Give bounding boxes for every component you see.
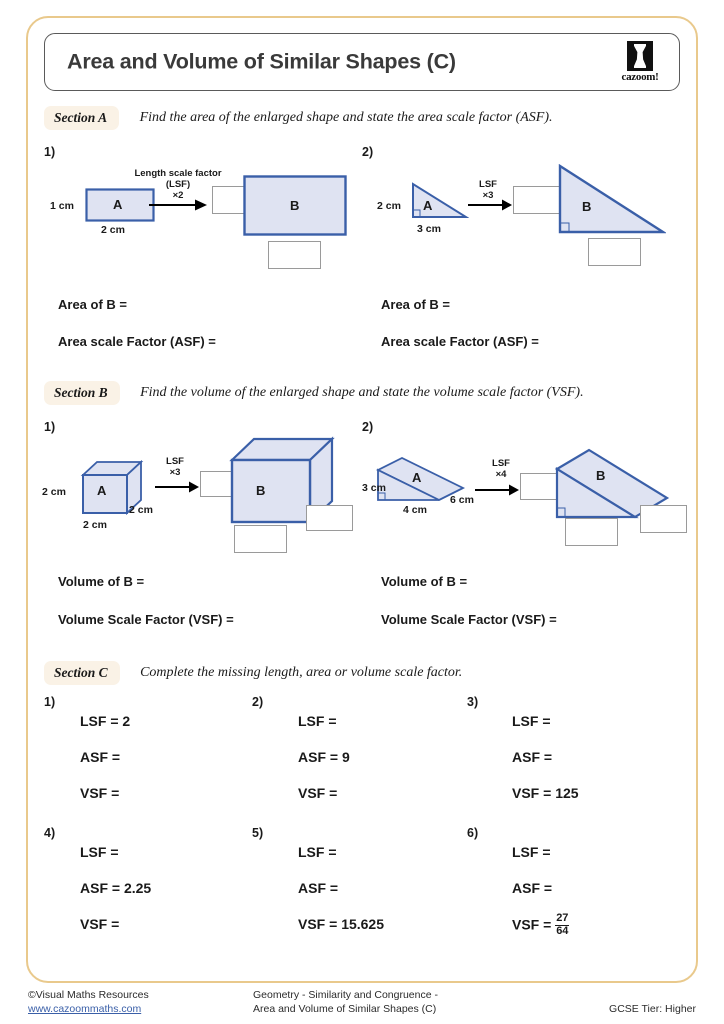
c2-asf-value: 9: [341, 749, 350, 765]
c3-asf-row[interactable]: [512, 749, 552, 765]
footer-website-link[interactable]: www.cazoommaths.com: [28, 1003, 142, 1015]
c3-lsf-row[interactable]: [512, 713, 551, 729]
dim-a2-bottom: 3 cm: [417, 223, 441, 235]
dim-b2-depth: 6 cm: [450, 494, 474, 506]
c6-vsf-fraction: [555, 913, 569, 937]
c5-asf-row[interactable]: [298, 880, 338, 896]
c4-asf-row[interactable]: [80, 880, 151, 896]
lsf-label-a1-line3: ×2: [172, 190, 184, 201]
c1-lsf-value: 2: [122, 713, 131, 729]
lsf-label-b2-line1: LSF: [492, 458, 510, 469]
prompt-b2-vsf: Volume Scale Factor (VSF) =: [381, 612, 557, 627]
lsf-label-b1-line2: ×3: [169, 467, 181, 478]
dim-a1-bottom: 2 cm: [101, 224, 125, 236]
c3-vsf-label: VSF =: [512, 785, 552, 801]
question-number-c1: 1): [44, 695, 56, 709]
title-bar: [44, 33, 680, 91]
section-c-header: [44, 661, 462, 687]
c1-lsf-row[interactable]: [80, 713, 130, 729]
lsf-label-a1-line2: (LSF): [165, 179, 191, 190]
c6-lsf-row[interactable]: [512, 844, 551, 860]
c1-asf-row[interactable]: [80, 749, 120, 765]
answer-box-b1-width[interactable]: [234, 525, 287, 553]
section-b-badge: Section B: [44, 381, 120, 405]
question-number-c4: 4): [44, 826, 56, 840]
c6-vsf-denominator: 64: [556, 924, 569, 937]
answer-box-a1-length[interactable]: [268, 241, 321, 269]
c4-vsf-row[interactable]: [80, 916, 119, 932]
c3-asf-label: ASF =: [512, 749, 553, 765]
c2-asf-label: ASF =: [298, 749, 339, 765]
shape-b2-small-label: A: [412, 470, 422, 485]
c6-lsf-label: LSF =: [512, 844, 551, 860]
answer-box-b2-depth[interactable]: [640, 505, 687, 533]
question-number-a1: 1): [44, 145, 56, 159]
section-b-instruction: Find the volume of the enlarged shape and state the volume scale factor (VSF).: [140, 385, 584, 400]
dim-b2-bottom: 4 cm: [403, 504, 427, 516]
dim-b2-left: 3 cm: [362, 482, 386, 494]
footer-tier: GCSE Tier: Higher: [609, 1003, 696, 1015]
question-number-a2: 2): [362, 145, 374, 159]
brand-name: cazoom!: [621, 71, 659, 83]
question-number-c5: 5): [252, 826, 264, 840]
section-c-instruction: Complete the missing length, area or volume scale factor.: [140, 665, 463, 680]
cazoom-vase-icon: [627, 41, 653, 71]
lsf-label-b1: [155, 456, 195, 478]
section-a-header: [44, 106, 553, 132]
question-number-b1: 1): [44, 420, 56, 434]
page-footer: [0, 988, 724, 1024]
arrow-b2: [473, 483, 521, 497]
section-b-header: [44, 381, 584, 407]
c5-vsf-row[interactable]: [298, 916, 384, 932]
prompt-b2-volume: Volume of B =: [381, 574, 468, 589]
footer-topic-line2: Area and Volume of Similar Shapes (C): [253, 1003, 437, 1015]
answer-box-b1-depth[interactable]: [306, 505, 353, 531]
lsf-label-b2-line2: ×4: [495, 469, 507, 480]
shape-b1-large-label: B: [256, 483, 266, 498]
question-number-b2: 2): [362, 420, 374, 434]
dim-b1-bottom: 2 cm: [83, 519, 107, 531]
answer-box-b2-base[interactable]: [565, 518, 618, 546]
shape-a2-small-triangle: [411, 182, 469, 221]
footer-left: [28, 988, 149, 1016]
c3-vsf-row[interactable]: [512, 785, 579, 801]
footer-center: [253, 988, 438, 1016]
c4-asf-label: ASF =: [80, 880, 121, 896]
lsf-label-b1-line1: LSF: [166, 456, 184, 467]
c4-lsf-label: LSF =: [80, 844, 119, 860]
c5-lsf-row[interactable]: [298, 844, 337, 860]
c4-asf-value: 2.25: [123, 880, 152, 896]
section-c-badge: Section C: [44, 661, 120, 685]
dim-b1-left: 2 cm: [42, 486, 66, 498]
prompt-a1-area: Area of B =: [58, 297, 127, 312]
c6-vsf-row[interactable]: [512, 914, 569, 938]
shape-a1-large-label: B: [290, 198, 300, 213]
question-number-c3: 3): [467, 695, 479, 709]
question-number-c2: 2): [252, 695, 264, 709]
dim-a1-left: 1 cm: [50, 200, 74, 212]
c2-asf-row[interactable]: [298, 749, 350, 765]
page-title: Area and Volume of Similar Shapes (C): [67, 49, 456, 74]
c6-vsf-label: VSF =: [512, 916, 552, 933]
c1-vsf-label: VSF =: [80, 785, 120, 801]
dim-a2-left: 2 cm: [377, 200, 401, 212]
arrow-a2: [466, 198, 514, 212]
lsf-label-a2-line1: LSF: [479, 179, 497, 190]
shape-b2-large-label: B: [596, 468, 606, 483]
lsf-label-a1-line1: Length scale factor: [134, 168, 222, 179]
lsf-label-b2: [481, 458, 521, 480]
dim-b1-depth: 2 cm: [129, 504, 153, 516]
c6-asf-label: ASF =: [512, 880, 553, 896]
shape-a2-small-label: A: [423, 198, 433, 213]
footer-topic-line1: Geometry - Similarity and Congruence -: [253, 989, 438, 1001]
prompt-b1-volume: Volume of B =: [58, 574, 145, 589]
c5-vsf-value: 15.625: [341, 916, 385, 932]
c4-lsf-row[interactable]: [80, 844, 119, 860]
prompt-a2-area: Area of B =: [381, 297, 450, 312]
c2-vsf-row[interactable]: [298, 785, 337, 801]
prompt-b1-vsf: Volume Scale Factor (VSF) =: [58, 612, 234, 627]
question-number-c6: 6): [467, 826, 479, 840]
lsf-label-a2-line2: ×3: [482, 190, 494, 201]
arrow-b1: [153, 480, 201, 494]
shape-a2-large-label: B: [582, 199, 592, 214]
c2-lsf-row[interactable]: [298, 713, 337, 729]
shape-a1-small-label: A: [113, 197, 123, 212]
c1-vsf-row[interactable]: [80, 785, 119, 801]
shape-a2-large-triangle: [558, 164, 666, 236]
c4-vsf-label: VSF =: [80, 916, 120, 932]
prompt-a2-asf: Area scale Factor (ASF) =: [381, 334, 539, 349]
c5-vsf-label: VSF =: [298, 916, 338, 932]
c1-asf-label: ASF =: [80, 749, 121, 765]
answer-box-a2-height[interactable]: [513, 186, 563, 214]
prompt-a1-asf: Area scale Factor (ASF) =: [58, 334, 216, 349]
c1-lsf-label: LSF =: [80, 713, 119, 729]
section-a-instruction: Find the area of the enlarged shape and state the area scale factor (ASF).: [139, 110, 553, 125]
arrow-a1: [147, 198, 209, 212]
answer-box-a2-base[interactable]: [588, 238, 641, 266]
shape-b1-small-label: A: [97, 483, 107, 498]
c6-vsf-numerator: 27: [556, 912, 569, 924]
c6-asf-row[interactable]: [512, 880, 552, 896]
c3-lsf-label: LSF =: [512, 713, 551, 729]
section-a-badge: Section A: [44, 106, 119, 130]
c5-lsf-label: LSF =: [298, 844, 337, 860]
c2-lsf-label: LSF =: [298, 713, 337, 729]
cazoom-logo: [615, 41, 665, 83]
c2-vsf-label: VSF =: [298, 785, 338, 801]
c3-vsf-value: 125: [555, 785, 579, 801]
footer-copyright: ©Visual Maths Resources: [28, 989, 149, 1001]
c5-asf-label: ASF =: [298, 880, 339, 896]
